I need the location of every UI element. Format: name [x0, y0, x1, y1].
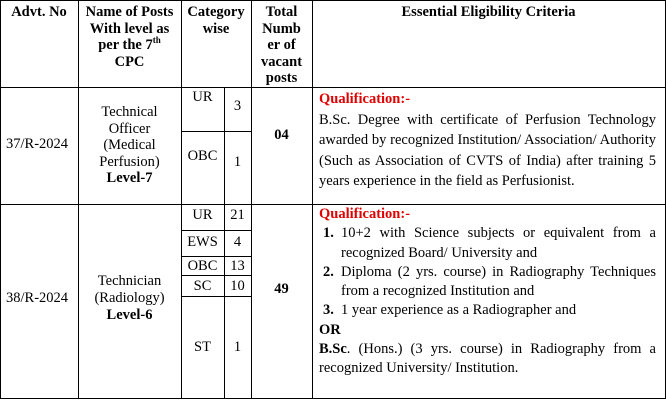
category-name: UR	[192, 207, 213, 223]
row-post-name: Technician (Radiology) Level-6	[78, 273, 181, 324]
eligibility-criteria	[319, 89, 656, 192]
or-separator: OR	[319, 321, 341, 338]
row-advt-no: 37/R-2024	[6, 136, 69, 152]
header-total: Total Numb er of vacant posts	[260, 4, 303, 86]
list-item: 2. Diploma (2 yrs. course) in Radiography Techniques from a recognized Institution and	[323, 263, 656, 300]
category-name: EWS	[187, 234, 218, 250]
table-border-left	[0, 0, 1, 399]
category-count: 21	[230, 207, 245, 223]
category-count: 4	[233, 234, 242, 250]
qualification-label: Qualification:-	[319, 206, 411, 222]
header-name-of-posts: Name of Posts With level as per the 7th CPC	[85, 4, 174, 70]
header-category: Category wise	[187, 4, 245, 37]
category-count: 13	[230, 258, 245, 274]
category-row-line	[181, 131, 251, 132]
category-count: 1	[233, 339, 242, 355]
qualification-text: B.Sc. (Hons.) (3 yrs. course) in Radiography from a recognized University/ Institution.	[319, 341, 656, 377]
pay-level: Level-6	[106, 307, 153, 323]
header-criteria: Essential Eligibility Criteria	[401, 4, 576, 20]
list-item: 1. 10+2 with Science subjects or equivalent from a recognized Board/ University and	[323, 225, 656, 261]
row-advt-no: 38/R-2024	[6, 290, 69, 306]
row-post-name: Technical Officer (Medical Perfusion) Level-7	[78, 104, 181, 187]
category-row-line	[181, 230, 251, 231]
category-row-line	[181, 296, 251, 297]
header-advt-no: Advt. No	[11, 4, 67, 20]
category-row-line	[181, 275, 251, 276]
category-name: OBC	[187, 148, 218, 164]
header-divider	[0, 87, 666, 88]
col-divider	[312, 0, 313, 399]
table-border-top	[0, 0, 666, 1]
category-count: 10	[230, 278, 245, 294]
category-name: ST	[194, 339, 211, 355]
qualification-text: B.Sc. Degree with certificate of Perfusion Technology awarded by recognized Institution/ Association/ Authority (Such as Association of CVTS of India) after training 5 years experience in the field as Perfusionist.	[319, 111, 656, 189]
qualification-label: Qualification:-	[319, 91, 411, 107]
pay-level: Level-7	[106, 170, 153, 186]
table-border-bottom	[0, 398, 666, 399]
list-item: 3. 1 year experience as a Radiographer and	[323, 302, 577, 319]
category-count: 1	[233, 154, 242, 170]
total-vacancies: 49	[274, 281, 289, 297]
category-name: UR	[192, 89, 213, 105]
category-name: OBC	[187, 258, 218, 274]
category-count: 3	[233, 98, 242, 114]
category-row-line	[181, 256, 251, 257]
category-name: SC	[193, 278, 212, 294]
eligibility-criteria	[319, 205, 656, 379]
total-vacancies: 04	[274, 127, 289, 143]
